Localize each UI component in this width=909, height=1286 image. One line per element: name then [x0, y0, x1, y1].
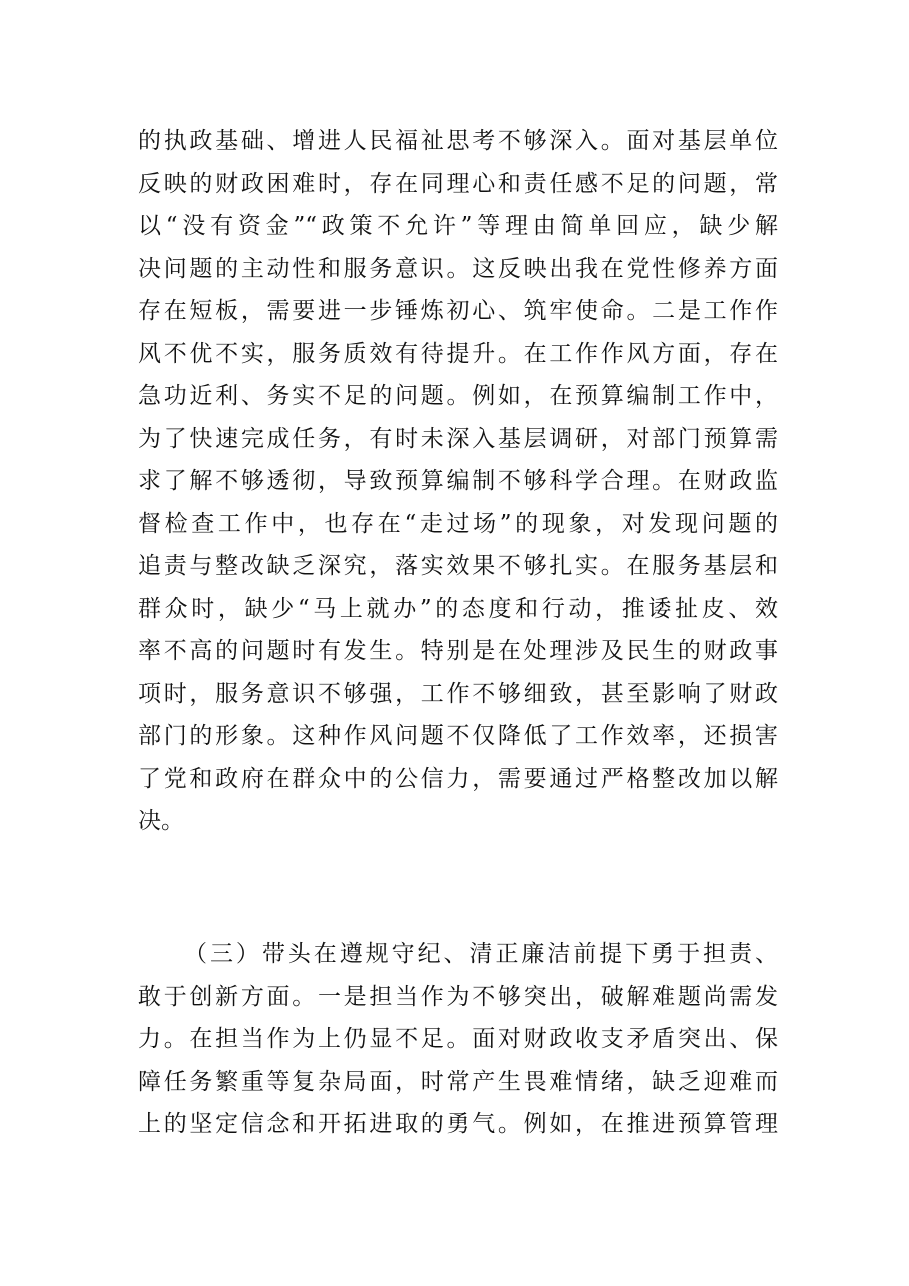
text-line: 项时，服务意识不够强，工作不够细致，甚至影响了财政: [138, 680, 778, 707]
text-line: 督检查工作中，也存在“走过场”的现象，对发现问题的: [138, 510, 778, 537]
text-line: 急功近利、务实不足的问题。例如，在预算编制工作中，: [138, 383, 778, 409]
text-line: 为了快速完成任务，有时未深入基层调研，对部门预算需: [138, 425, 778, 452]
paragraph-work-style: [138, 120, 778, 843]
text-line: 反映的财政困难时，存在同理心和责任感不足的问题，常: [138, 170, 778, 197]
text-line: 追责与整改缺乏深究，落实效果不够扎实。在服务基层和: [138, 553, 778, 579]
text-line: 敢于创新方面。一是担当作为不够突出，破解难题尚需发: [138, 983, 778, 1010]
text-line: 存在短板，需要进一步锤炼初心、筑牢使命。二是工作作: [138, 298, 778, 324]
text-line: 以“没有资金”“政策不允许”等理由简单回应，缺少解: [138, 213, 778, 239]
text-line: 了党和政府在群众中的公信力，需要通过严格整改加以解: [138, 765, 778, 792]
text-line: 求了解不够透彻，导致预算编制不够科学合理。在财政监: [138, 468, 778, 494]
text-line: 群众时，缺少“马上就办”的态度和行动，推诿扯皮、效: [138, 595, 778, 622]
text-line: 上的坚定信念和开拓进取的勇气。例如，在推进预算管理: [138, 1111, 778, 1137]
text-line: 力。在担当作为上仍显不足。面对财政收支矛盾突出、保: [138, 1026, 778, 1052]
paragraph-section-three: [138, 933, 778, 1146]
text-line: 风不优不实，服务质效有待提升。在工作作风方面，存在: [138, 340, 778, 367]
text-line: 部门的形象。这种作风问题不仅降低了工作效率，还损害: [138, 723, 778, 749]
text-line: 决。: [138, 808, 184, 834]
text-line: 障任务繁重等复杂局面，时常产生畏难情绪，缺乏迎难而: [138, 1068, 778, 1095]
text-line: 的执政基础、增进人民福祉思考不够深入。面对基层单位: [138, 128, 778, 154]
section-heading-line: （三）带头在遵规守纪、清正廉洁前提下勇于担责、: [184, 941, 778, 967]
text-line: 率不高的问题时有发生。特别是在处理涉及民生的财政事: [138, 638, 778, 664]
text-line: 决问题的主动性和服务意识。这反映出我在党性修养方面: [138, 255, 778, 282]
